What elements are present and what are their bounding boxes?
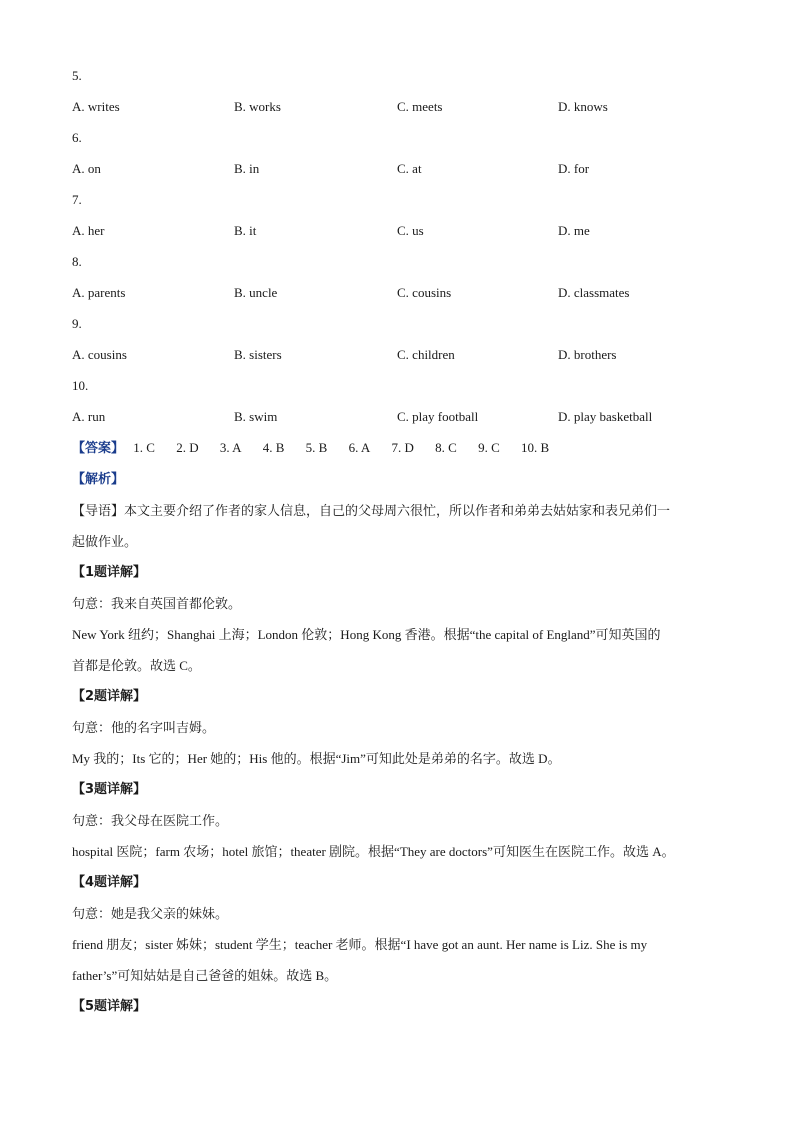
answer-item: 9. C	[478, 440, 500, 455]
answer-item: 3. A	[219, 440, 242, 455]
detail-explanation-cont: 首都是伦敦。故选 C。	[72, 658, 201, 673]
options-row	[72, 401, 722, 432]
options-row	[72, 91, 722, 122]
detail-explanation-cont: father’s”可知姑姑是自己爸爸的姐妹。故选 B。	[72, 968, 338, 983]
option-b: B. uncle	[234, 285, 278, 300]
detail-section-2	[72, 681, 722, 774]
options-row	[72, 277, 722, 308]
option-a: A. her	[72, 223, 105, 238]
question-number: 7.	[72, 192, 82, 207]
question-block-7	[72, 184, 722, 246]
option-c: C. play football	[397, 409, 479, 424]
intro-line-2: 起做作业。	[72, 534, 138, 549]
detail-heading: 【2题详解】	[72, 689, 147, 704]
option-b: B. works	[234, 99, 281, 114]
detail-explanation: My 我的；Its 它的；Her 她的；His 他的。根据“Jim”可知此处是弟弟的名字。故选 D。	[72, 751, 561, 766]
detail-meaning: 句意：我来自英国首都伦敦。	[72, 596, 242, 611]
answer-item: 8. C	[435, 440, 457, 455]
option-c: C. us	[397, 223, 424, 238]
answer-item: 7. D	[391, 440, 414, 455]
option-d: D. knows	[558, 99, 608, 114]
answer-item: 2. D	[176, 440, 199, 455]
option-c: C. cousins	[397, 285, 452, 300]
option-c: C. meets	[397, 99, 443, 114]
document-page	[72, 60, 722, 1022]
analysis-label: 【解析】	[72, 472, 125, 487]
option-b: B. sisters	[234, 347, 282, 362]
question-number: 8.	[72, 254, 82, 269]
detail-meaning: 句意：我父母在医院工作。	[72, 813, 229, 828]
options-row	[72, 153, 722, 184]
answer-key	[72, 432, 722, 464]
question-block-9	[72, 308, 722, 370]
option-a: A. writes	[72, 99, 120, 114]
option-d: D. play basketball	[558, 409, 653, 424]
options-row	[72, 339, 722, 370]
question-number: 6.	[72, 130, 82, 145]
detail-section-4	[72, 867, 722, 991]
option-c: C. at	[397, 161, 422, 176]
option-a: A. cousins	[72, 347, 127, 362]
question-block-5	[72, 60, 722, 122]
detail-heading: 【1题详解】	[72, 565, 147, 580]
options-row	[72, 215, 722, 246]
answer-item: 1. C	[133, 440, 155, 455]
option-b: B. swim	[234, 409, 278, 424]
question-block-8	[72, 246, 722, 308]
option-d: D. for	[558, 161, 590, 176]
question-number: 10.	[72, 378, 89, 393]
detail-explanation: New York 纽约；Shanghai 上海；London 伦敦；Hong Kong 香港。根据“the capital of England”可知英国的	[72, 627, 661, 642]
answer-item: 10. B	[521, 440, 550, 455]
question-number: 5.	[72, 68, 82, 83]
detail-meaning: 句意：他的名字叫吉姆。	[72, 720, 216, 735]
option-c: C. children	[397, 347, 455, 362]
option-d: D. classmates	[558, 285, 630, 300]
question-block-6	[72, 122, 722, 184]
intro-line-1: 【导语】本文主要介绍了作者的家人信息，自己的父母周六很忙，所以作者和弟弟去姑姑家和表兄弟们一	[72, 503, 671, 518]
answer-label: 【答案】	[72, 441, 125, 456]
option-d: D. me	[558, 223, 590, 238]
question-block-10	[72, 370, 722, 432]
detail-explanation: hospital 医院；farm 农场；hotel 旅馆；theater 剧院。根据“They are doctors”可知医生在医院工作。故选 A。	[72, 844, 675, 859]
detail-section-3	[72, 774, 722, 867]
detail-heading-5: 【5题详解】	[72, 999, 147, 1014]
option-a: A. parents	[72, 285, 126, 300]
option-b: B. it	[234, 223, 257, 238]
option-b: B. in	[234, 161, 260, 176]
detail-heading: 【4题详解】	[72, 875, 147, 890]
answer-item: 5. B	[305, 440, 328, 455]
detail-meaning: 句意：她是我父亲的妹妹。	[72, 906, 229, 921]
answer-item: 4. B	[262, 440, 285, 455]
detail-section-1	[72, 557, 722, 681]
detail-heading: 【3题详解】	[72, 782, 147, 797]
question-number: 9.	[72, 316, 82, 331]
answer-item: 6. A	[348, 440, 371, 455]
option-a: A. on	[72, 161, 101, 176]
option-a: A. run	[72, 409, 106, 424]
option-d: D. brothers	[558, 347, 617, 362]
detail-explanation: friend 朋友；sister 姊妹；student 学生；teacher 老师。根据“I have got an aunt. Her name is Liz. She is my	[72, 937, 648, 952]
